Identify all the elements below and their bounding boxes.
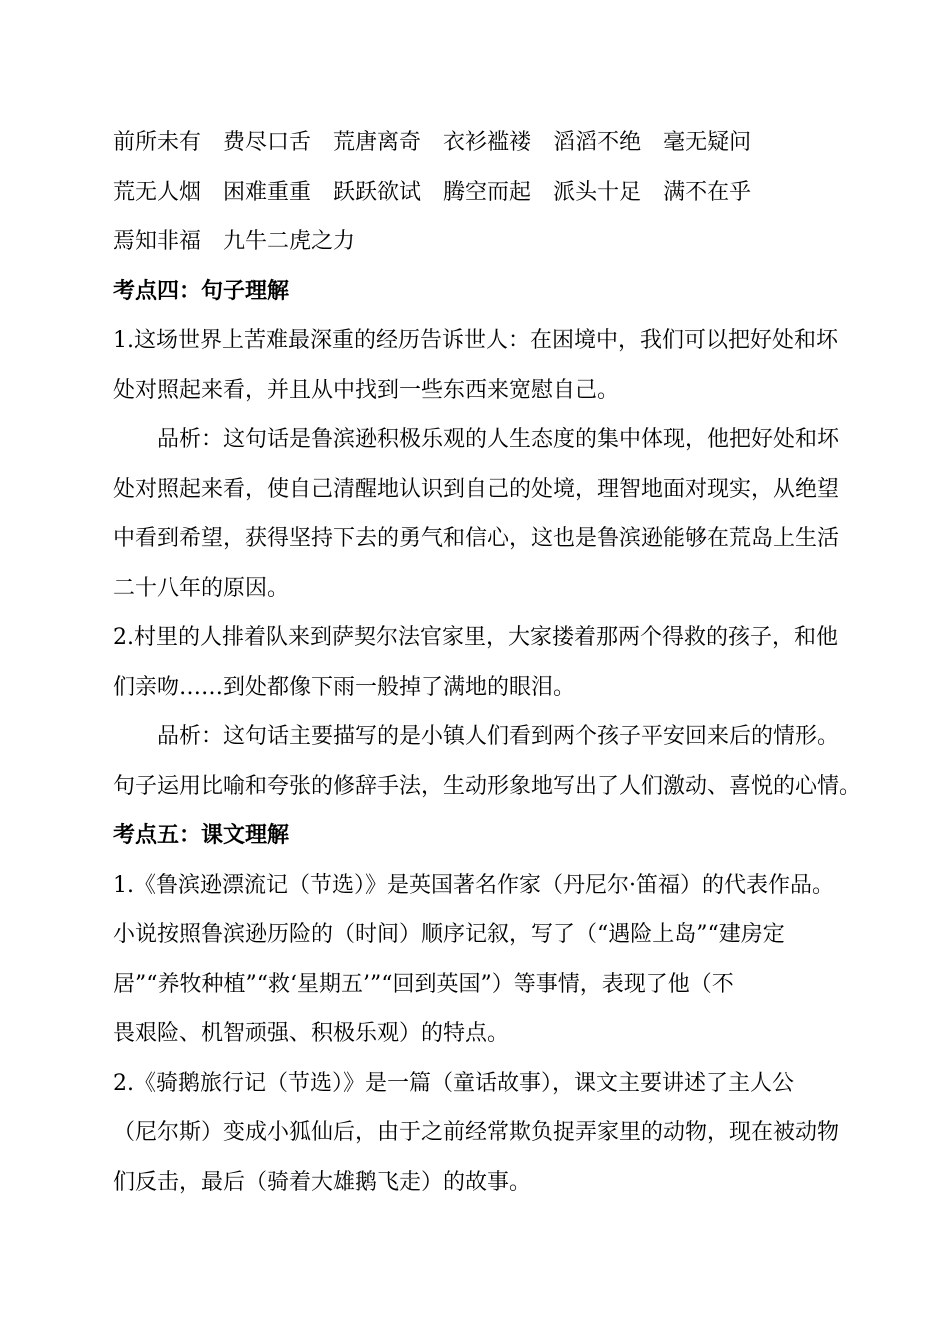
s4-item1-analysis-line: 品析：这句话是鲁滨逊积极乐观的人生态度的集中体现，他把好处和坏: [157, 427, 840, 452]
section-4-heading: 考点四：句子理解: [113, 278, 290, 304]
s4-item2-analysis-line: 句子运用比喻和夸张的修辞手法，生动形象地写出了人们激动、喜悦的心情。: [113, 773, 862, 799]
vocab-word: 费尽口舌: [223, 130, 312, 155]
s5-item1-line: 小说按照鲁滨逊历险的（时间）顺序记叙，写了（“遇险上岛”“建房定: [113, 922, 785, 947]
vocab-word: 九牛二虎之力: [223, 229, 356, 254]
vocab-row-1: [113, 118, 863, 168]
s4-item1-analysis-line: 中看到希望，获得坚持下去的勇气和信心，这也是鲁滨逊能够在荒岛上生活: [113, 526, 840, 551]
vocab-word: 跃跃欲试: [333, 179, 422, 205]
s4-item2-line: 们亲吻……到处都像下雨一般掉了满地的眼泪。: [113, 674, 576, 700]
vocab-word: 荒唐离奇: [333, 130, 422, 155]
vocab-word: 毫无疑问: [663, 130, 752, 155]
vocab-row-2: [113, 168, 863, 218]
section-5-heading: 考点五：课文理解: [113, 823, 290, 848]
vocab-word: 荒无人烟: [113, 179, 202, 205]
vocab-word: 衣衫褴褛: [443, 130, 532, 155]
s5-item2-line: 2.《骑鹅旅行记（节选）》是一篇（童话故事），课文主要讲述了主人公: [113, 1070, 794, 1096]
s4-item2-line: 2.村里的人排着队来到萨契尔法官家里，大家搂着那两个得救的孩子，和他: [113, 625, 838, 650]
s4-item1-line: 1.这场世界上苦难最深重的经历告诉世人：在困境中，我们可以把好处和坏: [113, 328, 838, 353]
s5-item2-line: （尼尔斯）变成小狐仙后，由于之前经常欺负捉弄家里的动物，现在被动物: [113, 1120, 840, 1145]
s5-item1-line: 畏艰险、机智顽强、积极乐观）的特点。: [113, 1021, 510, 1046]
vocab-word: 腾空而起: [443, 179, 532, 205]
s5-item2-line: 们反击，最后（骑着大雄鹅飞走）的故事。: [113, 1169, 532, 1195]
s4-item1-line: 处对照起来看，并且从中找到一些东西来宽慰自己。: [113, 377, 620, 403]
s5-item1-line: 1.《鲁滨逊漂流记（节选）》是英国著名作家（丹尼尔·笛福）的代表作品。: [113, 872, 834, 898]
s4-item1-analysis-line: 处对照起来看，使自己清醒地认识到自己的处境，理智地面对现实，从绝望: [113, 476, 840, 502]
vocab-word: 满不在乎: [663, 179, 752, 205]
vocab-word: 困难重重: [223, 179, 312, 205]
vocab-word: 派头十足: [553, 179, 642, 205]
s4-item1-analysis-line: 二十八年的原因。: [113, 575, 290, 601]
s5-item1-line: 居”“养牧种植”“救‘星期五’”“回到英国”）等事情，表现了他（不: [113, 971, 734, 997]
document-page: [113, 118, 863, 1207]
vocab-word: 焉知非福: [113, 229, 202, 254]
vocab-word: 滔滔不绝: [553, 130, 642, 155]
s4-item2-analysis-line: 品析：这句话主要描写的是小镇人们看到两个孩子平安回来后的情形。: [157, 724, 840, 749]
vocab-word: 前所未有: [113, 130, 202, 155]
vocab-row-3: [113, 217, 863, 267]
